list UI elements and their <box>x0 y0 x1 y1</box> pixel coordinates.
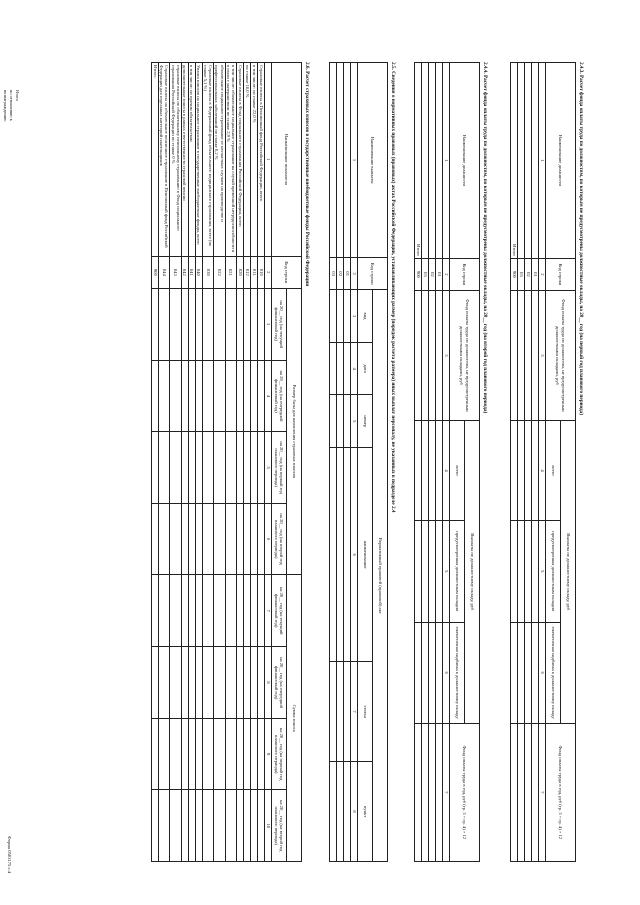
t26-col-base-y2: на 20__ год (на очередной финансовый год) <box>272 360 287 432</box>
t26-row-code: 043 <box>170 256 181 288</box>
t26-cell <box>170 790 181 862</box>
t26-cell <box>214 575 225 647</box>
table-25 <box>329 62 388 862</box>
t26-cell <box>170 647 181 719</box>
t243-num: 1 <box>539 63 546 259</box>
table-244 <box>414 62 480 862</box>
t26-cell <box>258 790 265 862</box>
t26-cell <box>251 288 258 360</box>
t26-cell <box>225 575 236 647</box>
t26-cell <box>202 575 213 647</box>
t26-num: 7 <box>265 575 272 647</box>
t26-cell <box>251 575 258 647</box>
t25-num: 7 <box>351 662 358 762</box>
t25-col-name: Наименование выплаты <box>358 63 388 258</box>
t25-col-article: статья <box>358 662 373 762</box>
t26-cell <box>195 432 202 503</box>
t26-cell <box>170 503 181 574</box>
t25-num: 5 <box>351 395 358 448</box>
t26-col-sum-y4: на 20__ год (на второй год планового периода) <box>272 790 287 862</box>
t26-cell <box>225 360 236 432</box>
t26-row-name: Страховые взносы на обязательное пенсионное страхование в Пенсионный фонд Российской Федерации для отдельных категорий плательщиков <box>158 63 169 257</box>
t243-num: 6 <box>539 622 546 723</box>
t26-row-name: страховые взносы по обязательному пенсионному страхованию в Фонд социального страхования Российской Федерации по ставке 0 % <box>170 63 181 257</box>
t26-row <box>214 63 225 862</box>
t26-row <box>258 63 265 862</box>
t26-row-code: 020 <box>237 256 244 288</box>
t26-cell <box>188 288 195 360</box>
t244-total-code: 900 <box>415 258 422 290</box>
t26-row-code: 042 <box>181 256 188 288</box>
t26-num: 6 <box>265 503 272 574</box>
t26-num: 2 <box>265 256 272 288</box>
t26-row-code: 041 <box>188 256 195 288</box>
t26-cell <box>181 360 188 432</box>
t26-row-name: Страховые взносы в Фонд социального страхования Российской Федерации, всего <box>237 63 244 257</box>
t244-num: 7 <box>443 723 450 861</box>
t26-cell <box>225 432 236 503</box>
footer-total: Итого <box>15 90 20 102</box>
t26-row <box>158 63 169 862</box>
t26-cell <box>214 503 225 574</box>
t25-col-act: Нормативный правовой (правовой) акт <box>373 290 388 862</box>
t243-num: 5 <box>539 521 546 622</box>
t26-cell <box>214 718 225 789</box>
t26-row-name: в том числе: по прочим обязательствам <box>188 63 195 257</box>
t26-cell <box>251 503 258 574</box>
t26-cell <box>237 575 244 647</box>
t26-cell <box>151 575 158 647</box>
t26-cell <box>181 575 188 647</box>
t26-row-name: в том числе: по ставке 22,0 % <box>251 63 258 257</box>
t25-num: 6 <box>351 448 358 662</box>
t26-cell <box>202 503 213 574</box>
t26-cell <box>195 575 202 647</box>
t243-col-salary: Выплаты по должностному окладу, руб <box>561 420 576 723</box>
section-25-title: 2.5. Сведения о нормативных правовых (правовых) актах Российской Федерации, устанавливающих размер (порядок расчета размера) иных выплат персоналу, не указанных в подразделе 2.4 <box>390 62 396 513</box>
t26-cell <box>237 790 244 862</box>
t244-col-official: предусмотренная должностным окладом <box>450 521 465 622</box>
t26-cell <box>158 503 169 574</box>
t26-col-sum-y2: на 20__ год (на очередной финансовый год) <box>272 647 287 719</box>
t244-total-label: Итого <box>415 63 422 259</box>
t244-num: 2 <box>443 258 450 290</box>
t26-cell <box>181 790 188 862</box>
t26-cell <box>244 288 251 360</box>
t25-row-code: 01 <box>344 258 351 290</box>
t243-total-code: 900 <box>511 258 518 290</box>
t26-col-code: Код строки <box>272 256 302 288</box>
t26-cell <box>258 718 265 789</box>
t26-cell <box>188 718 195 789</box>
t26-col-base: Размер базы для начисления страховых взносов <box>287 288 302 575</box>
t26-cell <box>225 503 236 574</box>
t244-num: 6 <box>443 622 450 723</box>
t243-row-code: 01 <box>532 258 539 290</box>
t26-row-name: дополнительные взносы в рамках ответственности страховой пенсии <box>181 63 188 257</box>
t26-row-code: 012 <box>244 256 251 288</box>
t26-cell <box>181 503 188 574</box>
form-code: Форма 0503175 с.4 <box>7 836 12 873</box>
t26-row <box>244 63 251 862</box>
t26-row-name: Итого: <box>151 63 158 257</box>
t26-cell <box>237 432 244 503</box>
t26-cell <box>158 647 169 719</box>
t26-cell <box>202 432 213 503</box>
t26-row-name: обязательное социальное страхование от несчастных случаев на производстве и профессиональных заболеваний по ставке 0,2 % <box>214 63 225 257</box>
t26-cell <box>244 575 251 647</box>
t26-cell <box>195 790 202 862</box>
t244-row-code: 01 <box>436 258 443 290</box>
t26-cell <box>195 718 202 789</box>
t26-cell <box>244 718 251 789</box>
section-26-title: 2.6. Расчет страховых взносов в государственные внебюджетные фонды Российской Федерации <box>304 62 310 287</box>
t26-cell <box>158 432 169 503</box>
t243-num: 4 <box>539 420 546 520</box>
t26-row-name: в том числе: обязательное социальное страхование на случай временной нетрудоспособности и в связи с материнством по ставке 2,9 % <box>225 63 236 257</box>
t26-num: 3 <box>265 288 272 360</box>
t243-col-official: предусмотренная должностным окладом <box>546 521 561 622</box>
t25-col-title: наименование <box>358 448 373 662</box>
t26-cell <box>258 647 265 719</box>
t244-col-code: Код строки <box>450 258 480 290</box>
table-243 <box>510 62 576 862</box>
t244-row-code: 03 <box>422 258 429 290</box>
t26-cell <box>237 718 244 789</box>
t26-row <box>237 63 244 862</box>
t26-cell <box>258 288 265 360</box>
t26-cell <box>158 575 169 647</box>
t26-num: 10 <box>265 790 272 862</box>
t26-cell <box>225 288 236 360</box>
t26-cell <box>244 647 251 719</box>
t26-cell <box>244 360 251 432</box>
t26-col-sum-y3: на 20__ год (на первый год планового периода) <box>272 718 287 789</box>
t26-cell <box>214 360 225 432</box>
t243-row-code: 03 <box>518 258 525 290</box>
t26-row-code: 900 <box>151 256 158 288</box>
t244-num: 1 <box>443 63 450 259</box>
t25-num: 1 <box>351 63 358 258</box>
t244-col-fund: Фонд оплаты труда по должностям, не предусмотренным должностными окладами, руб <box>450 290 480 420</box>
t243-col-code: Код строки <box>546 258 576 290</box>
section-243-title: 2.4.3. Расчет фонда оплаты труда по должностям, по которым не предусмотрены должностные оклады, на 20__ год (на первый год планового периода) <box>578 62 584 415</box>
t26-cell <box>251 432 258 503</box>
t26-cell <box>258 503 265 574</box>
t26-col-sum: Сумма взноса <box>287 575 302 862</box>
t26-cell <box>202 718 213 789</box>
t26-cell <box>195 503 202 574</box>
t243-col-bonus: ежемесячная надбавка к должностному окладу <box>546 622 561 723</box>
t26-num: 4 <box>265 360 272 432</box>
t244-col-bonus: ежемесячная надбавка к должностному окладу <box>450 622 465 723</box>
t26-row-name: Уплата взносов на социальное страхование в государственные внебюджетные фонды, всего <box>195 63 202 257</box>
t26-cell <box>151 288 158 360</box>
t244-num: 5 <box>443 521 450 622</box>
t26-row-name: по ставке 10,0 % <box>244 63 251 257</box>
t26-cell <box>244 790 251 862</box>
t243-num: 7 <box>539 723 546 861</box>
t243-num: 3 <box>539 290 546 420</box>
t26-cell <box>151 790 158 862</box>
t26-row-code: 030 <box>202 256 213 288</box>
t26-cell <box>251 647 258 719</box>
t26-cell <box>181 288 188 360</box>
t243-total-label: Итого <box>511 63 518 259</box>
t26-cell <box>188 647 195 719</box>
footer-sub: по отношению к <box>9 90 14 121</box>
t26-cell <box>181 432 188 503</box>
t26-cell <box>237 288 244 360</box>
t26-cell <box>151 718 158 789</box>
t26-cell <box>158 718 169 789</box>
t26-cell <box>188 575 195 647</box>
t26-row-code: 011 <box>251 256 258 288</box>
t26-cell <box>237 503 244 574</box>
t243-col-fund: Фонд оплаты труда по должностям, не предусмотренным должностными окладами, руб <box>546 290 576 420</box>
t26-cell <box>188 432 195 503</box>
t26-row-code: 044 <box>158 256 169 288</box>
t26-col-base-y1: на 20__ год (на текущий финансовый год) <box>272 288 287 360</box>
t26-row <box>181 63 188 862</box>
t26-cell <box>151 360 158 432</box>
t243-col-name: Наименование должности <box>546 63 576 259</box>
section-244-title: 2.4.4. Расчет фонда оплаты труда по должностям, по которым не предусмотрены должностные оклады, на 20__ год (на второй год планового периода) <box>482 62 488 414</box>
t26-cell <box>214 647 225 719</box>
t26-col-base-y3: на 20__ год (на первый год планового периода) <box>272 432 287 503</box>
t25-row-code: 02 <box>337 258 344 290</box>
t26-cell <box>258 360 265 432</box>
t26-cell <box>237 647 244 719</box>
t25-col-number: номер <box>358 395 373 448</box>
t26-row-code: 010 <box>258 256 265 288</box>
t26-num: 5 <box>265 432 272 503</box>
t26-cell <box>188 503 195 574</box>
t26-body <box>151 63 264 862</box>
t26-cell <box>170 718 181 789</box>
t26-cell <box>237 360 244 432</box>
t26-num: 1 <box>265 63 272 257</box>
t26-row <box>195 63 202 862</box>
t26-cell <box>170 432 181 503</box>
t26-cell <box>158 360 169 432</box>
t26-cell <box>251 718 258 789</box>
t244-col-salary: Выплаты по должностному окладу, руб <box>465 420 480 723</box>
t26-num: 8 <box>265 647 272 719</box>
t243-row-code: 02 <box>525 258 532 290</box>
t244-num: 4 <box>443 420 450 520</box>
t25-col-date: дата <box>358 342 373 395</box>
t26-cell <box>188 360 195 432</box>
t26-row-code: 021 <box>225 256 236 288</box>
t26-cell <box>151 432 158 503</box>
t26-cell <box>244 432 251 503</box>
t244-num: 3 <box>443 290 450 420</box>
t26-col-name: Наименование показателя <box>272 63 302 257</box>
t26-row <box>202 63 213 862</box>
footer-last: вознаграждению <box>3 90 8 122</box>
table-26 <box>151 62 302 862</box>
t244-col-total: всего <box>450 420 465 520</box>
t26-cell <box>170 575 181 647</box>
t26-cell <box>170 288 181 360</box>
t25-col-kind: вид <box>358 290 373 343</box>
t25-row-code: 03 <box>330 258 337 290</box>
t26-cell <box>225 647 236 719</box>
t243-col-total: всего <box>546 420 561 520</box>
t26-cell <box>195 360 202 432</box>
t25-num: 4 <box>351 342 358 395</box>
t25-num: 3 <box>351 290 358 343</box>
t244-col-name: Наименование должности <box>450 63 480 259</box>
t26-cell <box>181 647 188 719</box>
t243-col-year: Фонд оплаты труда в год, руб (гр. 3 + гр. 4) × 12 <box>546 723 576 861</box>
t26-cell <box>181 718 188 789</box>
t244-row-code: 02 <box>429 258 436 290</box>
t26-row-name: Страховые взносы в Пенсионный фонд Российской Федерации, всего <box>258 63 265 257</box>
t26-cell <box>151 503 158 574</box>
t26-row-name: Страховые взносы в Федеральный фонд обязательного медицинского страхования, всего (по ставке 5,1 %) <box>202 63 213 257</box>
t244-col-year: Фонд оплаты труда в год, руб (гр. 3 + гр. 4) × 12 <box>450 723 480 861</box>
t26-cell <box>195 288 202 360</box>
t26-num-row <box>265 63 272 862</box>
t26-cell <box>158 288 169 360</box>
t26-cell <box>202 360 213 432</box>
t26-cell <box>151 647 158 719</box>
t26-row <box>188 63 195 862</box>
t25-col-item: пункт <box>358 762 373 862</box>
t25-num: 8 <box>351 762 358 862</box>
t26-cell <box>158 790 169 862</box>
t26-cell <box>244 503 251 574</box>
t26-cell <box>170 360 181 432</box>
t26-cell <box>251 360 258 432</box>
t26-cell <box>225 718 236 789</box>
t243-num: 2 <box>539 258 546 290</box>
t26-cell <box>195 647 202 719</box>
t26-row <box>170 63 181 862</box>
t26-cell <box>202 790 213 862</box>
t26-row-code: 022 <box>214 256 225 288</box>
t26-cell <box>214 432 225 503</box>
t26-cell <box>202 647 213 719</box>
t26-cell <box>258 575 265 647</box>
t26-row <box>225 63 236 862</box>
t26-col-sum-y1: на 20__ год (на текущий финансовый год) <box>272 575 287 647</box>
t25-col-code: Код строки <box>358 258 388 290</box>
t26-cell <box>214 288 225 360</box>
t26-row <box>251 63 258 862</box>
t25-num: 2 <box>351 258 358 290</box>
t26-num: 9 <box>265 718 272 789</box>
t26-cell <box>214 790 225 862</box>
t26-row <box>151 63 158 862</box>
t26-cell <box>251 790 258 862</box>
t26-cell <box>225 790 236 862</box>
t26-row-code: 040 <box>195 256 202 288</box>
t26-col-base-y4: на 20__ год (на второй год планового периода) <box>272 503 287 574</box>
t26-cell <box>188 790 195 862</box>
t26-cell <box>258 432 265 503</box>
t26-cell <box>202 288 213 360</box>
